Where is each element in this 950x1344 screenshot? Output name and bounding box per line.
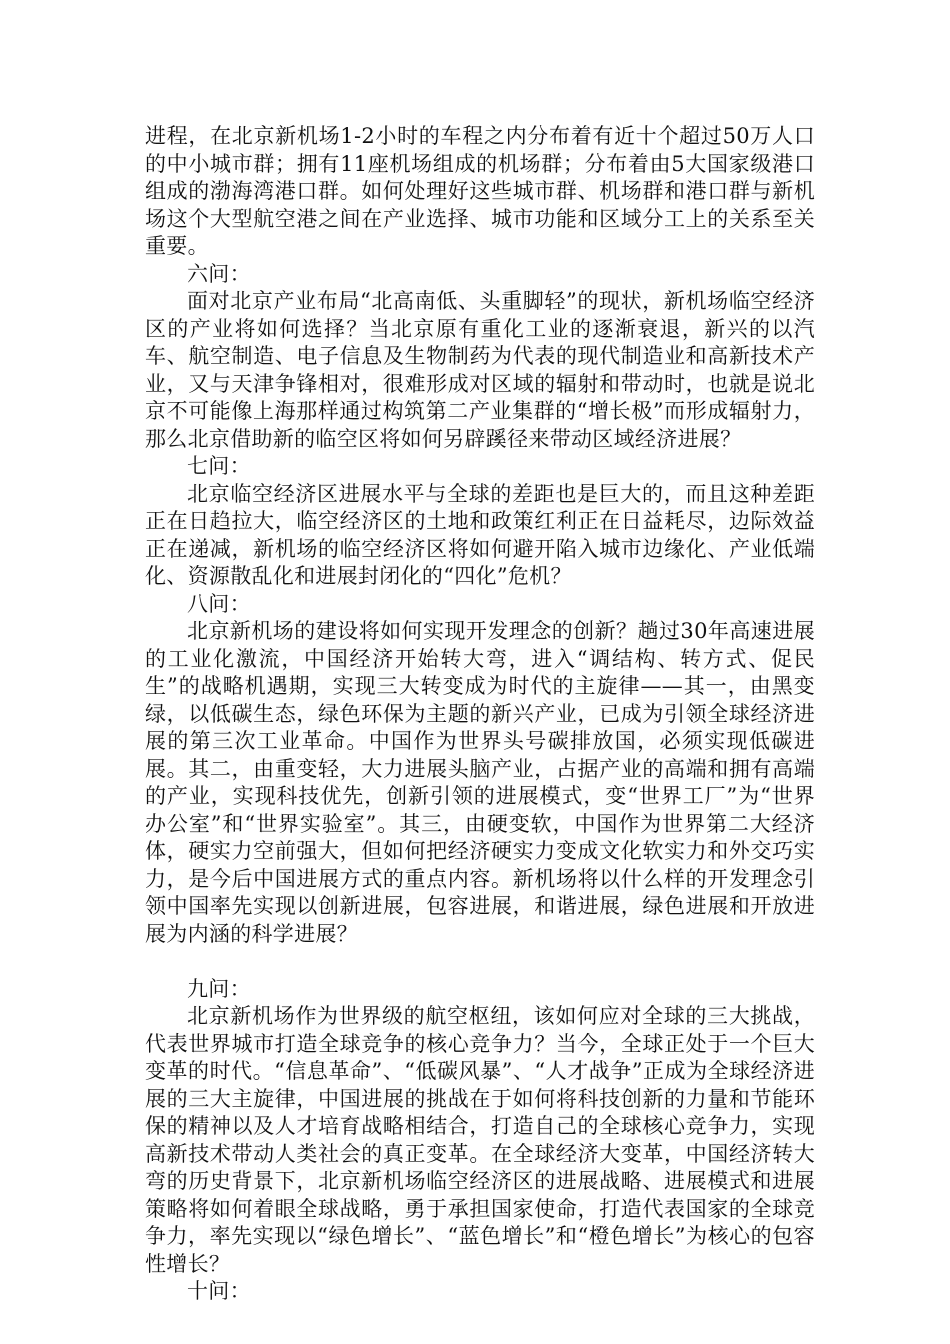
document-page [145, 123, 815, 1306]
question-7-heading: 七问： [187, 454, 251, 478]
question-7-paragraph: 北京临空经济区进展水平与全球的差距也是巨大的，而且这种差距正在日趋拉大，临空经济区的土地和政策红利正在日益耗尽，边际效益正在递减，新机场的临空经济区将如何避开陷入城市边缘化、产业低端化、资源散乱化和进展封闭化的“四化”危机？ [145, 481, 815, 588]
question-8-heading: 八问： [187, 591, 251, 616]
question-6-paragraph: 面对北京产业布局“北高南低、头重脚轻”的现状，新机场临空经济区的产业将如何选择？当北京原有重化工业的逐渐衰退，新兴的以汽车、航空制造、电子信息及生物制药为代表的现代制造业和高新技术产业，又与天津争锋相对，很难形成对区域的辐射和带动时，也就是说北京不可能像上海那样通过构筑第二产业集群的“增长极”而形成辐射力，那么北京借助新的临空区将如何另辟蹊径来带动区域经济进展？ [145, 289, 815, 451]
question-9-heading: 九问： [187, 976, 251, 1001]
question-6-heading: 六问： [187, 261, 251, 286]
question-10-heading: 十问： [187, 1279, 251, 1303]
paragraph-continued: 进程，在北京新机场1-2小时的车程之内分布着有近十个超过50万人口的中小城市群；拥有11座机场组成的机场群；分布着由5大国家级港口组成的渤海湾港口群。如何处理好这些城市群、机场群和港口群与新机场这个大型航空港之间在产业选择、城市功能和区域分工上的关系至关重要。 [145, 124, 815, 258]
blank-line [145, 948, 815, 976]
question-9-paragraph: 北京新机场作为世界级的航空枢纽，该如何应对全球的三大挑战，代表世界城市打造全球竞争的核心竞争力？当今，全球正处于一个巨大变革的时代。“信息革命”、“低碳风暴”、“人才战争”正成为全球经济进展的三大主旋律，中国进展的挑战在于如何将科技创新的力量和节能环保的精神以及人才培育战略相结合，打造自己的全球核心竞争力，实现高新技术带动人类社会的真正变革。在全球经济大变革，中国经济转大弯的历史背景下，北京新机场临空经济区的进展战略、进展模式和进展策略将如何着眼全球战略，勇于承担国家使命，打造代表国家的全球竞争力，率先实现以“绿色增长”、“蓝色增长”和“橙色增长”为核心的包容性增长？ [145, 1004, 815, 1276]
question-8-paragraph: 北京新机场的建设将如何实现开发理念的创新？趟过30年高速进展的工业化激流，中国经济开始转大弯，进入“调结构、转方式、促民生”的战略机遇期，实现三大转变成为时代的主旋律——其一，由黑变绿，以低碳生态，绿色环保为主题的新兴产业，已成为引领全球经济进展的第三次工业革命。中国作为世界头号碳排放国，必须实现低碳进展。其二，由重变轻，大力进展头脑产业，占据产业的高端和拥有高端的产业，实现科技优先，创新引领的进展模式，变“世界工厂”为“世界办公室”和“世界实验室”。其三，由硬变软，中国作为世界第二大经济体，硬实力空前强大，但如何把经济硬实力变成文化软实力和外交巧实力，是今后中国进展方式的重点内容。新机场将以什么样的开发理念引领中国率先实现以创新进展，包容进展，和谐进展，绿色进展和开放进展为内涵的科学进展？ [145, 619, 815, 946]
